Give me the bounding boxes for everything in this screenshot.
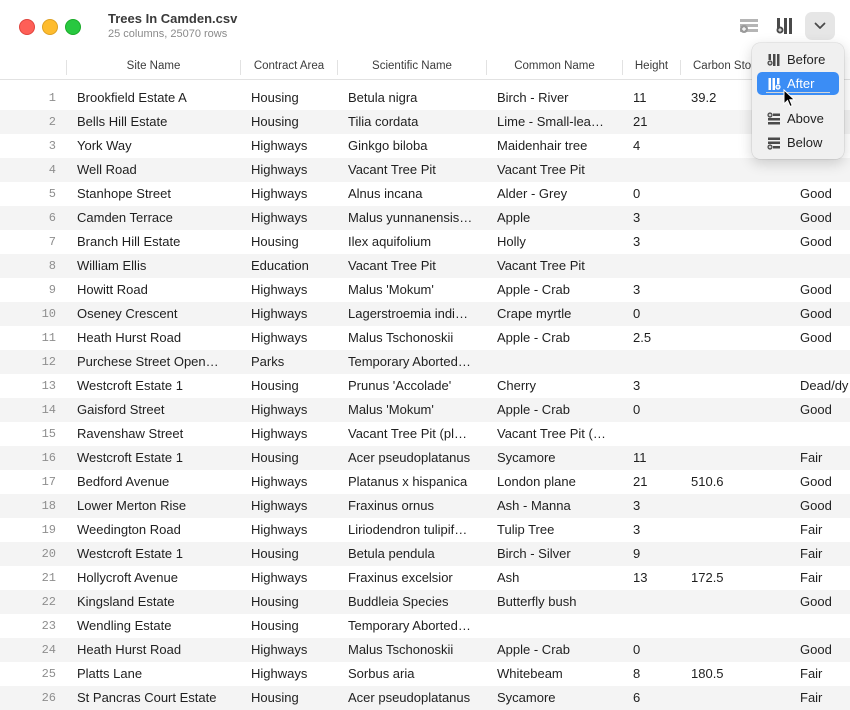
height-cell[interactable]: 3 bbox=[633, 282, 641, 297]
condition-cell[interactable]: Good bbox=[800, 594, 832, 609]
site-name-cell[interactable]: Oseney Crescent bbox=[77, 306, 178, 321]
contract-area-cell[interactable]: Highways bbox=[251, 330, 308, 345]
scientific-name-cell[interactable]: Vacant Tree Pit bbox=[348, 162, 436, 177]
site-name-cell[interactable]: Lower Merton Rise bbox=[77, 498, 187, 513]
contract-area-cell[interactable]: Highways bbox=[251, 138, 308, 153]
minimize-window-button[interactable] bbox=[42, 19, 58, 35]
carbon-storage-cell[interactable] bbox=[691, 182, 751, 206]
contract-area-cell[interactable]: Highways bbox=[251, 498, 308, 513]
row-number-cell[interactable]: 2 bbox=[48, 115, 56, 129]
contract-area-cell[interactable]: Highways bbox=[251, 186, 308, 201]
common-name-cell[interactable]: Lime - Small-lea… bbox=[497, 114, 604, 129]
condition-cell[interactable]: Good bbox=[800, 306, 832, 321]
menu-separator bbox=[766, 92, 830, 93]
scientific-name-cell[interactable]: Malus Tschonoskii bbox=[348, 642, 454, 657]
title-bar bbox=[0, 0, 850, 56]
scientific-name-cell[interactable]: Acer pseudoplatanus bbox=[348, 450, 471, 465]
insert-column-after-icon bbox=[767, 77, 781, 91]
common-name-cell[interactable]: Vacant Tree Pit bbox=[497, 258, 585, 273]
common-name-cell[interactable] bbox=[497, 614, 619, 638]
column-header-scientific-name[interactable]: Scientific Name bbox=[372, 60, 452, 72]
table-row[interactable] bbox=[0, 278, 850, 302]
carbon-storage-cell[interactable] bbox=[691, 590, 751, 614]
row-number-cell[interactable]: 10 bbox=[41, 307, 56, 321]
row-number-cell[interactable]: 13 bbox=[41, 379, 56, 393]
contract-area-cell[interactable]: Highways bbox=[251, 306, 308, 321]
contract-area-cell[interactable]: Housing bbox=[251, 114, 299, 129]
condition-cell[interactable]: Fair bbox=[800, 690, 823, 705]
contract-area-cell[interactable]: Highways bbox=[251, 570, 308, 585]
carbon-storage-cell[interactable] bbox=[691, 542, 751, 566]
menu-item-above[interactable] bbox=[757, 107, 839, 130]
site-name-cell[interactable]: Purchese Street Open… bbox=[77, 354, 219, 369]
condition-cell[interactable]: Good bbox=[800, 282, 832, 297]
common-name-cell[interactable]: Holly bbox=[497, 234, 526, 249]
carbon-storage-cell[interactable] bbox=[691, 134, 751, 158]
column-header-common-name[interactable]: Common Name bbox=[514, 60, 595, 72]
site-name-cell[interactable]: Hollycroft Avenue bbox=[77, 570, 178, 585]
table-row[interactable] bbox=[0, 446, 850, 470]
site-name-cell[interactable]: Westcroft Estate 1 bbox=[77, 378, 183, 393]
table-row[interactable] bbox=[0, 422, 850, 446]
insert-row-icon bbox=[739, 17, 759, 35]
menu-item-label: After bbox=[787, 76, 815, 91]
contract-area-cell[interactable]: Housing bbox=[251, 90, 299, 105]
scientific-name-cell[interactable]: Malus 'Mokum' bbox=[348, 402, 434, 417]
common-name-cell[interactable] bbox=[497, 350, 619, 374]
window-title: Trees In Camden.csv bbox=[108, 11, 238, 26]
height-cell[interactable] bbox=[633, 158, 677, 182]
table-row[interactable] bbox=[0, 230, 850, 254]
table-row[interactable] bbox=[0, 182, 850, 206]
common-name-cell[interactable]: Sycamore bbox=[497, 450, 556, 465]
site-name-cell[interactable]: Ravenshaw Street bbox=[77, 426, 184, 441]
close-window-button[interactable] bbox=[19, 19, 35, 35]
carbon-storage-cell[interactable] bbox=[691, 518, 751, 542]
condition-cell[interactable]: Good bbox=[800, 186, 832, 201]
insert-menu-toggle[interactable] bbox=[805, 12, 835, 40]
contract-area-cell[interactable]: Housing bbox=[251, 594, 299, 609]
table-row[interactable] bbox=[0, 470, 850, 494]
height-cell[interactable]: 21 bbox=[633, 114, 648, 129]
height-cell[interactable]: 8 bbox=[633, 666, 641, 681]
site-name-cell[interactable]: Kingsland Estate bbox=[77, 594, 175, 609]
table-row[interactable] bbox=[0, 158, 850, 182]
carbon-storage-cell[interactable] bbox=[691, 638, 751, 662]
height-cell[interactable] bbox=[633, 590, 677, 614]
mouse-pointer-icon bbox=[783, 89, 797, 109]
height-cell[interactable]: 0 bbox=[633, 402, 641, 417]
height-cell[interactable] bbox=[633, 614, 677, 638]
contract-area-cell[interactable]: Highways bbox=[251, 402, 308, 417]
contract-area-cell[interactable]: Highways bbox=[251, 642, 308, 657]
site-name-cell[interactable]: William Ellis bbox=[77, 258, 147, 273]
carbon-storage-cell[interactable]: 172.5 bbox=[691, 570, 724, 585]
site-name-cell[interactable]: Platts Lane bbox=[77, 666, 143, 681]
common-name-cell[interactable]: Apple - Crab bbox=[497, 282, 570, 297]
table-row[interactable] bbox=[0, 326, 850, 350]
common-name-cell[interactable]: Alder - Grey bbox=[497, 186, 568, 201]
scientific-name-cell[interactable]: Temporary Aborted… bbox=[348, 618, 471, 633]
condition-cell[interactable]: Good bbox=[800, 402, 832, 417]
site-name-cell[interactable]: Weedington Road bbox=[77, 522, 181, 537]
row-number-cell[interactable]: 3 bbox=[48, 139, 56, 153]
carbon-storage-cell[interactable] bbox=[691, 158, 751, 182]
table-row[interactable] bbox=[0, 110, 850, 134]
carbon-storage-cell[interactable]: 180.5 bbox=[691, 666, 724, 681]
table-row[interactable] bbox=[0, 686, 850, 710]
common-name-cell[interactable]: Ash - Manna bbox=[497, 498, 571, 513]
insert-row-above-icon bbox=[767, 112, 781, 126]
height-cell[interactable]: 3 bbox=[633, 234, 641, 249]
menu-item-label: Below bbox=[787, 135, 823, 150]
scientific-name-cell[interactable]: Tilia cordata bbox=[348, 114, 419, 129]
scientific-name-cell[interactable]: Fraxinus ornus bbox=[348, 498, 434, 513]
common-name-cell[interactable]: Vacant Tree Pit (… bbox=[497, 426, 606, 441]
row-number-cell[interactable]: 19 bbox=[41, 523, 56, 537]
condition-cell[interactable] bbox=[800, 254, 850, 278]
common-name-cell[interactable]: Birch - River bbox=[497, 90, 569, 105]
menu-item-label: Above bbox=[787, 111, 824, 126]
site-name-cell[interactable]: Westcroft Estate 1 bbox=[77, 546, 183, 561]
carbon-storage-cell[interactable] bbox=[691, 686, 751, 710]
row-number-cell[interactable]: 17 bbox=[41, 475, 56, 489]
common-name-cell[interactable]: Ash bbox=[497, 570, 520, 585]
carbon-storage-cell[interactable] bbox=[691, 494, 751, 518]
table-row[interactable] bbox=[0, 254, 850, 278]
window-subtitle: 25 columns, 25070 rows bbox=[108, 28, 228, 40]
scientific-name-cell[interactable]: Liriodendron tulipif… bbox=[348, 522, 468, 537]
common-name-cell[interactable]: Maidenhair tree bbox=[497, 138, 588, 153]
site-name-cell[interactable]: Well Road bbox=[77, 162, 137, 177]
table-row[interactable] bbox=[0, 86, 850, 110]
row-number-cell[interactable]: 6 bbox=[48, 211, 56, 225]
table-row[interactable] bbox=[0, 518, 850, 542]
height-cell[interactable]: 0 bbox=[633, 642, 641, 657]
row-number-cell[interactable]: 21 bbox=[41, 571, 56, 585]
condition-cell[interactable]: Fair bbox=[800, 666, 823, 681]
height-cell[interactable]: 21 bbox=[633, 474, 648, 489]
contract-area-cell[interactable]: Highways bbox=[251, 666, 308, 681]
contract-area-cell[interactable]: Highways bbox=[251, 426, 308, 441]
insert-column-icon bbox=[775, 17, 795, 35]
condition-cell[interactable]: Dead/dy bbox=[800, 378, 849, 393]
menu-item-before[interactable] bbox=[757, 48, 839, 71]
site-name-cell[interactable]: Stanhope Street bbox=[77, 186, 171, 201]
scientific-name-cell[interactable]: Malus yunnanensis… bbox=[348, 210, 473, 225]
height-cell[interactable]: 11 bbox=[633, 450, 647, 465]
common-name-cell[interactable]: Cherry bbox=[497, 378, 537, 393]
height-cell[interactable]: 0 bbox=[633, 186, 641, 201]
site-name-cell[interactable]: Howitt Road bbox=[77, 282, 148, 297]
common-name-cell[interactable]: Sycamore bbox=[497, 690, 556, 705]
row-number-cell[interactable]: 26 bbox=[41, 691, 56, 705]
row-number-cell[interactable]: 4 bbox=[48, 163, 56, 177]
carbon-storage-cell[interactable] bbox=[691, 614, 751, 638]
common-name-cell[interactable]: Crape myrtle bbox=[497, 306, 572, 321]
height-cell[interactable]: 0 bbox=[633, 306, 641, 321]
contract-area-cell[interactable]: Highways bbox=[251, 474, 308, 489]
common-name-cell[interactable]: Apple bbox=[497, 210, 531, 225]
carbon-storage-cell[interactable] bbox=[691, 374, 751, 398]
row-number-cell[interactable]: 25 bbox=[41, 667, 56, 681]
carbon-storage-cell[interactable] bbox=[691, 326, 751, 350]
contract-area-cell[interactable]: Parks bbox=[251, 354, 285, 369]
row-number-cell[interactable]: 8 bbox=[48, 259, 56, 273]
table-row[interactable] bbox=[0, 350, 850, 374]
contract-area-cell[interactable]: Highways bbox=[251, 282, 308, 297]
scientific-name-cell[interactable]: Betula nigra bbox=[348, 90, 418, 105]
contract-area-cell[interactable]: Highways bbox=[251, 522, 308, 537]
scientific-name-cell[interactable]: Malus Tschonoskii bbox=[348, 330, 454, 345]
scientific-name-cell[interactable]: Lagerstroemia indi… bbox=[348, 306, 468, 321]
height-cell[interactable]: 11 bbox=[633, 90, 647, 105]
insert-row-below-icon bbox=[767, 136, 781, 150]
scientific-name-cell[interactable]: Buddleia Species bbox=[348, 594, 449, 609]
height-cell[interactable]: 3 bbox=[633, 210, 641, 225]
condition-cell[interactable] bbox=[800, 350, 850, 374]
table-row[interactable] bbox=[0, 662, 850, 686]
scientific-name-cell[interactable]: Alnus incana bbox=[348, 186, 423, 201]
site-name-cell[interactable]: Heath Hurst Road bbox=[77, 642, 182, 657]
common-name-cell[interactable]: Birch - Silver bbox=[497, 546, 571, 561]
contract-area-cell[interactable]: Housing bbox=[251, 234, 299, 249]
insert-row-button[interactable] bbox=[734, 12, 764, 40]
row-number-cell[interactable]: 5 bbox=[48, 187, 56, 201]
zoom-window-button[interactable] bbox=[65, 19, 81, 35]
table-row[interactable] bbox=[0, 134, 850, 158]
condition-cell[interactable] bbox=[800, 422, 850, 446]
site-name-cell[interactable]: Camden Terrace bbox=[77, 210, 173, 225]
carbon-storage-cell[interactable] bbox=[691, 278, 751, 302]
row-number-cell[interactable]: 18 bbox=[41, 499, 56, 513]
scientific-name-cell[interactable]: Malus 'Mokum' bbox=[348, 282, 434, 297]
row-number-cell[interactable]: 11 bbox=[41, 331, 56, 345]
common-name-cell[interactable]: Butterfly bush bbox=[497, 594, 577, 609]
menu-item-label: Before bbox=[787, 52, 826, 67]
row-number-cell[interactable]: 9 bbox=[48, 283, 56, 297]
table-row[interactable] bbox=[0, 638, 850, 662]
site-name-cell[interactable]: Brookfield Estate A bbox=[77, 90, 187, 105]
condition-cell[interactable]: Good bbox=[800, 210, 832, 225]
carbon-storage-cell[interactable] bbox=[691, 230, 751, 254]
condition-cell[interactable]: Fair bbox=[800, 570, 823, 585]
table-row[interactable] bbox=[0, 494, 850, 518]
row-number-cell[interactable]: 15 bbox=[41, 427, 56, 441]
row-number-cell[interactable]: 23 bbox=[41, 619, 56, 633]
condition-cell[interactable]: Good bbox=[800, 330, 832, 345]
table-row[interactable] bbox=[0, 398, 850, 422]
contract-area-cell[interactable]: Housing bbox=[251, 618, 299, 633]
height-cell[interactable]: 4 bbox=[633, 138, 641, 153]
scientific-name-cell[interactable]: Sorbus aria bbox=[348, 666, 415, 681]
scientific-name-cell[interactable]: Betula pendula bbox=[348, 546, 435, 561]
condition-cell[interactable]: Good bbox=[800, 474, 832, 489]
table-body bbox=[0, 86, 850, 710]
table-header bbox=[0, 56, 850, 80]
common-name-cell[interactable]: London plane bbox=[497, 474, 576, 489]
column-header-contract-area[interactable]: Contract Area bbox=[253, 60, 325, 72]
row-number-cell[interactable]: 1 bbox=[48, 91, 56, 105]
condition-cell[interactable]: Fair bbox=[800, 450, 823, 465]
site-name-cell[interactable]: York Way bbox=[77, 138, 132, 153]
height-cell[interactable]: 2.5 bbox=[633, 330, 652, 345]
chevron-down-icon bbox=[814, 22, 826, 30]
scientific-name-cell[interactable]: Ginkgo biloba bbox=[348, 138, 428, 153]
height-cell[interactable]: 13 bbox=[633, 570, 648, 585]
site-name-cell[interactable]: Heath Hurst Road bbox=[77, 330, 182, 345]
table-row[interactable] bbox=[0, 614, 850, 638]
height-cell[interactable] bbox=[633, 422, 677, 446]
common-name-cell[interactable]: Tulip Tree bbox=[497, 522, 555, 537]
contract-area-cell[interactable]: Housing bbox=[251, 546, 299, 561]
site-name-cell[interactable]: Bedford Avenue bbox=[77, 474, 170, 489]
contract-area-cell[interactable]: Housing bbox=[251, 378, 299, 393]
site-name-cell[interactable]: Bells Hill Estate bbox=[77, 114, 168, 129]
table-row[interactable] bbox=[0, 374, 850, 398]
site-name-cell[interactable]: Branch Hill Estate bbox=[77, 234, 181, 249]
common-name-cell[interactable]: Whitebeam bbox=[497, 666, 563, 681]
row-number-cell[interactable]: 22 bbox=[41, 595, 56, 609]
condition-cell[interactable]: Good bbox=[800, 234, 832, 249]
site-name-cell[interactable]: Westcroft Estate 1 bbox=[77, 450, 183, 465]
row-number-cell[interactable]: 24 bbox=[41, 643, 56, 657]
scientific-name-cell[interactable]: Ilex aquifolium bbox=[348, 234, 432, 249]
condition-cell[interactable]: Fair bbox=[800, 522, 823, 537]
row-number-cell[interactable]: 12 bbox=[41, 355, 56, 369]
scientific-name-cell[interactable]: Platanus x hispanica bbox=[348, 474, 468, 489]
carbon-storage-cell[interactable]: 510.6 bbox=[691, 474, 724, 489]
site-name-cell[interactable]: Wendling Estate bbox=[77, 618, 172, 633]
height-cell[interactable]: 3 bbox=[633, 498, 641, 513]
table-row[interactable] bbox=[0, 566, 850, 590]
menu-item-below[interactable] bbox=[757, 131, 839, 154]
carbon-storage-cell[interactable] bbox=[691, 446, 751, 470]
contract-area-cell[interactable]: Highways bbox=[251, 210, 308, 225]
scientific-name-cell[interactable]: Fraxinus excelsior bbox=[348, 570, 453, 585]
height-cell[interactable] bbox=[633, 254, 677, 278]
carbon-storage-cell[interactable] bbox=[691, 254, 751, 278]
carbon-storage-cell[interactable] bbox=[691, 422, 751, 446]
row-number-cell[interactable]: 14 bbox=[41, 403, 56, 417]
carbon-storage-cell[interactable] bbox=[691, 302, 751, 326]
column-header-carbon-storage[interactable]: Carbon Sto bbox=[693, 60, 752, 72]
column-header-site-name[interactable]: Site Name bbox=[126, 60, 181, 72]
insert-column-before-icon bbox=[767, 53, 781, 67]
table-row[interactable] bbox=[0, 302, 850, 326]
table-row[interactable] bbox=[0, 206, 850, 230]
insert-column-button[interactable] bbox=[770, 12, 800, 40]
height-cell[interactable] bbox=[633, 350, 677, 374]
condition-cell[interactable]: Good bbox=[800, 642, 832, 657]
common-name-cell[interactable]: Apple - Crab bbox=[497, 402, 570, 417]
scientific-name-cell[interactable]: Vacant Tree Pit (pl… bbox=[348, 426, 467, 441]
site-name-cell[interactable]: St Pancras Court Estate bbox=[77, 690, 217, 705]
table-row[interactable] bbox=[0, 590, 850, 614]
carbon-storage-cell[interactable] bbox=[691, 206, 751, 230]
site-name-cell[interactable]: Gaisford Street bbox=[77, 402, 165, 417]
contract-area-cell[interactable]: Education bbox=[251, 258, 309, 273]
scientific-name-cell[interactable]: Vacant Tree Pit bbox=[348, 258, 436, 273]
column-header-height[interactable]: Height bbox=[634, 60, 669, 72]
row-number-cell[interactable]: 7 bbox=[48, 235, 56, 249]
common-name-cell[interactable]: Apple - Crab bbox=[497, 642, 570, 657]
carbon-storage-cell[interactable] bbox=[691, 350, 751, 374]
height-cell[interactable]: 3 bbox=[633, 522, 641, 537]
scientific-name-cell[interactable]: Acer pseudoplatanus bbox=[348, 690, 471, 705]
contract-area-cell[interactable]: Housing bbox=[251, 690, 299, 705]
carbon-storage-cell[interactable]: 39.2 bbox=[691, 90, 717, 105]
height-cell[interactable]: 9 bbox=[633, 546, 641, 561]
row-number-cell[interactable]: 16 bbox=[41, 451, 56, 465]
condition-cell[interactable] bbox=[800, 614, 850, 638]
carbon-storage-cell[interactable] bbox=[691, 398, 751, 422]
contract-area-cell[interactable]: Highways bbox=[251, 162, 308, 177]
contract-area-cell[interactable]: Housing bbox=[251, 450, 299, 465]
row-number-cell[interactable]: 20 bbox=[41, 547, 56, 561]
scientific-name-cell[interactable]: Temporary Aborted… bbox=[348, 354, 471, 369]
carbon-storage-cell[interactable] bbox=[691, 110, 751, 134]
condition-cell[interactable]: Good bbox=[800, 498, 832, 513]
common-name-cell[interactable]: Apple - Crab bbox=[497, 330, 570, 345]
scientific-name-cell[interactable]: Prunus 'Accolade' bbox=[348, 378, 452, 393]
height-cell[interactable]: 3 bbox=[633, 378, 641, 393]
insert-menu bbox=[752, 43, 844, 159]
height-cell[interactable]: 6 bbox=[633, 690, 641, 705]
condition-cell[interactable]: Fair bbox=[800, 546, 823, 561]
condition-cell[interactable] bbox=[800, 158, 850, 182]
table-row[interactable] bbox=[0, 542, 850, 566]
common-name-cell[interactable]: Vacant Tree Pit bbox=[497, 162, 585, 177]
